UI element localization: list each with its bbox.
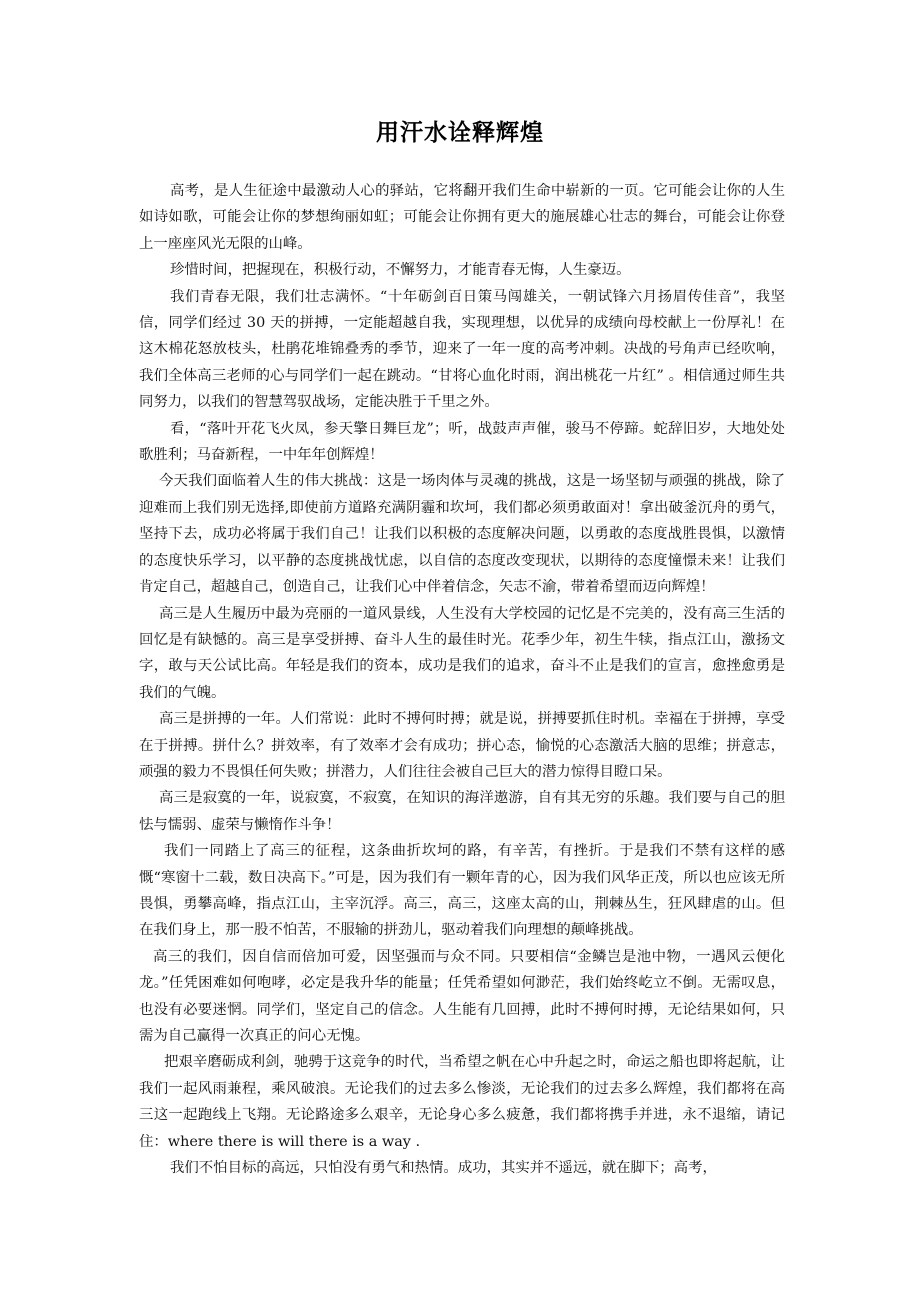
paragraph-7: 高三是拼搏的一年。人们常说：此时不搏何时搏；就是说，拼搏要抓住时机。幸福在于拼搏，享受在于拼搏。拼什么？拼效率，有了效率才会有成功；拼心态，愉悦的心态激活大脑的思维；拼意志，顽强的毅力不畏惧任何失败；拼潜力，人们往往会被自己巨大的潜力惊得目瞪口呆。 — [139, 711, 785, 780]
paragraph-10: 高三的我们，因自信而倍加可爱，因坚强而与众不同。只要相信“金鳞岂是池中物，一遇风云便化龙。”任凭困难如何咆哮，必定是我升华的能量；任凭希望如何渺茫，我们始终屹立不倒。无需叹息，也没有必要迷惘。同学们，坚定自己的信念。人生能有几回搏，此时不搏何时搏，无论结果如何，只需为自己赢得一次真正的问心无愧。 — [139, 948, 785, 1044]
paragraph-6: 高三是人生履历中最为亮丽的一道风景线，人生没有大学校园的记忆是不完美的，没有高三生活的回忆是有缺憾的。高三是享受拼搏、奋斗人生的最佳时光。花季少年，初生牛犊，指点江山，激扬文字，敢与天公试比高。年轻是我们的资本，成功是我们的追求，奋斗不止是我们的宣言，愈挫愈勇是我们的气魄。 — [139, 605, 785, 701]
paragraph-11: 把艰辛磨砺成利剑，驰骋于这竞争的时代，当希望之帆在心中升起之时，命运之船也即将起航，让我们一起风雨兼程，乘风破浪。无论我们的过去多么惨淡，无论我们的过去多么辉煌，我们都将在高三这一起跑线上飞翔。无论路途多么艰辛，无论身心多么疲惫，我们都将携手并进，永不退缩，请记住：where there is will there is a way . — [139, 1054, 785, 1150]
paragraph-5: 今天我们面临着人生的伟大挑战：这是一场肉体与灵魂的挑战，这是一场坚韧与顽强的挑战，除了迎难而上我们别无选择,即使前方道路充满阴霾和坎坷，我们都必须勇敢面对！拿出破釜沉舟的勇气，坚持下去，成功必将属于我们自己！让我们以积极的态度解决问题，以勇敢的态度战胜畏惧，以激情的态度快乐学习，以平静的态度挑战忧虑，以自信的态度改变现状，以期待的态度憧憬未来！让我们肯定自己，超越自己，创造自己，让我们心中伴着信念，矢志不渝，带着希望而迈向辉煌！ — [139, 473, 785, 596]
paragraph-1: 高考，是人生征途中最激动人心的驿站，它将翻开我们生命中崭新的一页。它可能会让你的人生如诗如歌，可能会让你的梦想绚丽如虹；可能会让你拥有更大的施展雄心壮志的舞台，可能会让你登上一座座风光无限的山峰。 — [139, 183, 785, 252]
document-title: 用汗水诠释辉煌 — [376, 120, 544, 146]
paragraph-2: 珍惜时间，把握现在，积极行动，不懈努力，才能青春无悔，人生豪迈。 — [170, 262, 631, 279]
paragraph-12: 我们不怕目标的高远，只怕没有勇气和热情。成功，其实并不遥远，就在脚下；高考， — [170, 1160, 717, 1177]
paragraph-8: 高三是寂寞的一年，说寂寞，不寂寞，在知识的海洋遨游，自有其无穷的乐趣。我们要与自己的胆怯与懦弱、虚荣与懒惰作斗争！ — [139, 790, 785, 833]
document-body — [139, 178, 785, 1181]
paragraph-4: 看，“落叶开花飞火凤，参天擎日舞巨龙”；听，战鼓声声催，骏马不停蹄。蛇辞旧岁，大地处处歌胜利；马奋新程，一中年年创辉煌！ — [139, 420, 785, 464]
paragraph-9: 我们一同踏上了高三的征程，这条曲折坎坷的路，有辛苦，有挫折。于是我们不禁有这样的感慨“寒窗十二载，数日决高下。”可是，因为我们有一颗年青的心，因为我们风华正茂，所以也应该无所畏惧，勇攀高峰，指点江山，主宰沉浮。高三，高三，这座太高的山，荆棘丛生，狂风肆虐的山。但在我们身上，那一股不怕苦，不服输的拼劲儿，驱动着我们向理想的颠峰挑战。 — [139, 843, 785, 939]
paragraph-3: 我们青春无限，我们壮志满怀。“十年砺剑百日策马闯雄关，一朝试锋六月扬眉传佳音”，我坚信，同学们经过 30 天的拼搏，一定能超越自我，实现理想，以优异的成绩向母校献上一份厚礼！在这木棉花怒放枝头，杜鹃花堆锦叠秀的季节，迎来了一年一度的高考冲刺。决战的号角声已经吹响，我们全体高三老师的心与同学们一起在跳动。“甘将心血化时雨，润出桃花一片红” 。相信通过师生共同努力，以我们的智慧驾驭战场，定能决胜于千里之外。 — [139, 288, 785, 411]
